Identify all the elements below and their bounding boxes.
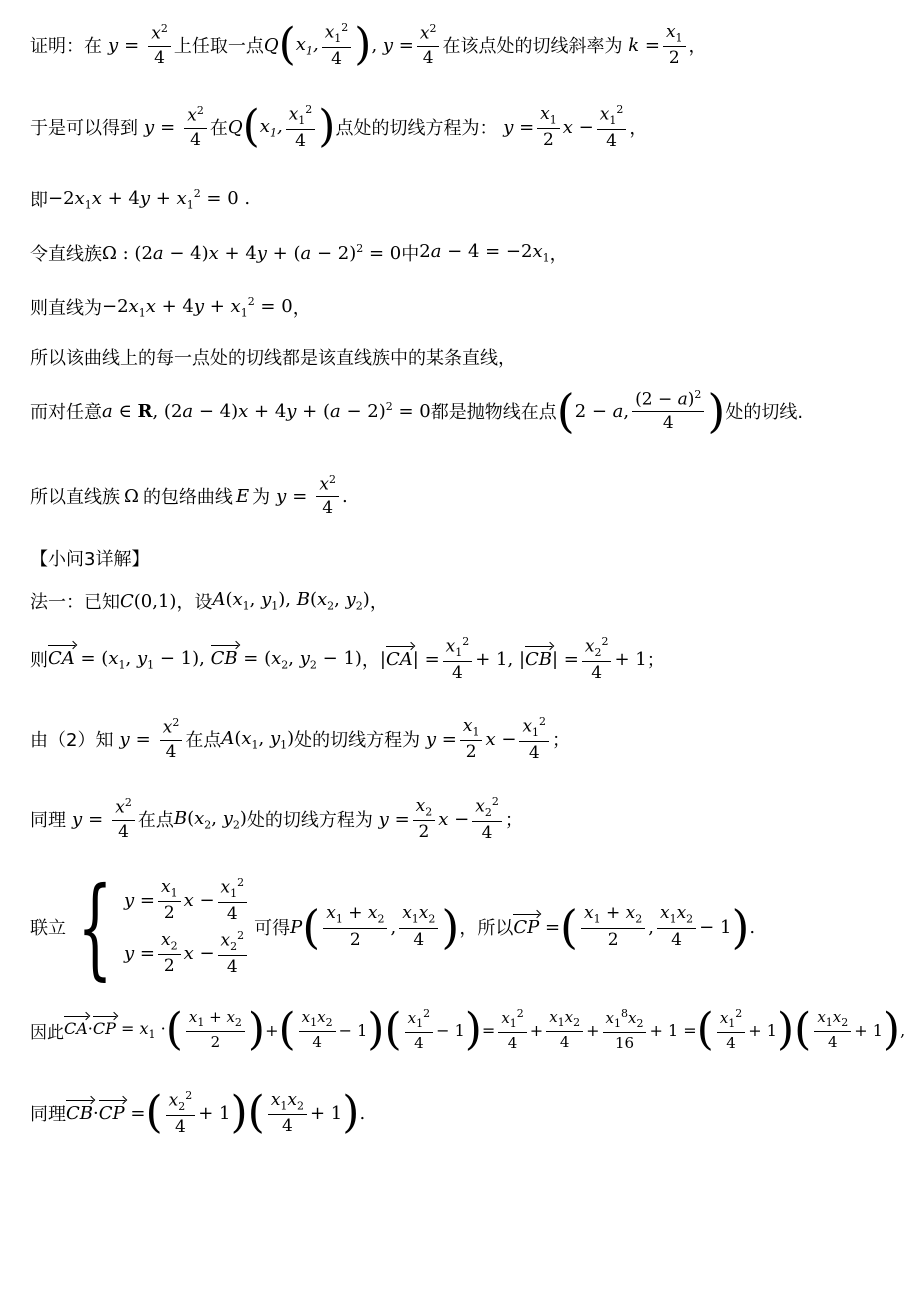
text: ； (552, 730, 571, 752)
paren: ) (247, 1004, 266, 1055)
text: 同理 (30, 1104, 66, 1126)
text: 在 (209, 118, 228, 140)
equation-system: { y = $\frac{x_1}{2}$ x − $\frac{x_1^2}{4}$ y = $\frac{x_2}{2}$ x − $\frac{x_2^2}{4}$ (66, 872, 250, 982)
fraction: $\frac{x_1 + x_2}{2}$ (186, 1009, 245, 1051)
math: k = (628, 34, 660, 56)
fraction: $\frac{x_1}{2}$ (537, 105, 560, 150)
math: $A(x_1$, $y_1$), $B(x_2$, $y_2$) (212, 589, 370, 613)
math: + 1, |CB| = (475, 648, 579, 670)
text: 所以直线族 (30, 487, 120, 509)
math: = (160, 116, 176, 138)
math: CB·CP = (66, 1102, 146, 1124)
brace: { (77, 863, 113, 991)
fraction: $\frac{x_1^2}{4}$ (443, 636, 473, 683)
paren: ) (354, 19, 372, 71)
fraction: $\frac{x_2^2}{4}$ (472, 796, 502, 843)
fraction: $\frac{(2 - a)^2}{4}$ (632, 389, 704, 433)
fraction: $\frac{x_1}{2}$ (663, 23, 686, 68)
line-3 (30, 186, 250, 212)
text: ，所以 (459, 918, 514, 939)
paren: ( (302, 900, 321, 954)
paren: ( (384, 1004, 402, 1055)
line-15 (30, 1004, 905, 1055)
text: ， (688, 36, 707, 58)
fraction: $\frac{x_1^8x_2}{16}$ (603, 1008, 647, 1052)
paren: ( (247, 1087, 265, 1139)
text: 由（2）知 (30, 730, 114, 752)
math: $-2x_1x + 4y + x_1^2 = 0$ (102, 294, 293, 320)
line-4 (30, 240, 568, 266)
text: ，设 (176, 592, 213, 613)
text: 联立 (30, 918, 66, 939)
line-7 (30, 384, 804, 438)
text: 在该点处的切线斜率为 (442, 36, 623, 58)
paren: ) (707, 384, 726, 438)
math: CA = ($x_1$, $y_1 - 1$), CB = ($x_2$, $y_2 - 1$) (48, 647, 362, 672)
math: = (88, 808, 104, 830)
math: = (135, 728, 151, 750)
fraction: $\frac{x_1^2}{4}$ (519, 716, 549, 763)
math: + 1 (614, 648, 647, 670)
fraction: $\frac{x^2}{4}$ (160, 717, 183, 761)
paren: ( (242, 101, 260, 153)
math: − 1 (436, 1020, 465, 1040)
paren: ) (464, 1004, 482, 1055)
line-5 (30, 294, 311, 320)
line-16 (30, 1087, 366, 1139)
fraction: $\frac{x_1 + x_2}{2}$ (323, 904, 387, 949)
math: Ω : $(2a - 4)x + 4y + (a - 2)^2 = 0$ (102, 242, 402, 264)
text: 为 (252, 487, 271, 509)
line-10 (30, 588, 388, 614)
fraction: $\frac{x_1x_2}{4}$ (299, 1009, 336, 1051)
math: y (276, 485, 287, 507)
text: 在点 (185, 730, 222, 752)
math: = (292, 485, 308, 507)
text: 处的切线. (725, 402, 804, 423)
math: CP = (513, 916, 561, 938)
fraction: $\frac{x_1x_2}{4}$ (268, 1091, 307, 1136)
text: 所以该曲线上的每一点处的切线都是该直线族中的某条直线， (30, 348, 516, 369)
text: 可得 (254, 918, 291, 939)
math: y = (378, 808, 410, 830)
paren: ( (560, 900, 578, 954)
paren: ) (441, 900, 460, 954)
section-heading (30, 545, 149, 571)
fraction: $\frac{x^2}{4}$ (112, 797, 135, 841)
text: ， (361, 650, 380, 672)
math: |CA| = (379, 648, 440, 670)
fraction: $\frac{x_1^2}{4}$ (498, 1008, 526, 1052)
line-8 (30, 474, 348, 518)
math: y (72, 808, 83, 830)
fraction: $\frac{x_1x_2}{4}$ (814, 1009, 851, 1051)
fraction: $\frac{x^2}{4}$ (316, 474, 339, 518)
line-12 (30, 716, 570, 763)
line-11 (30, 636, 665, 683)
paren: ) (318, 101, 336, 153)
math: $CA\cdot CP = x_1$ · (64, 1018, 166, 1042)
fraction: $\frac{x^2}{4}$ (417, 23, 440, 67)
fraction: $\frac{x_1 + x_2}{2}$ (581, 904, 645, 949)
math: + 1 = (649, 1020, 697, 1040)
text: 中 (401, 244, 420, 265)
paren: ( (165, 1004, 183, 1055)
fraction: $\frac{x_1}{2}$ (460, 717, 483, 762)
math: + (265, 1020, 279, 1040)
paren: ) (882, 1004, 901, 1055)
text: 因此 (30, 1022, 64, 1043)
math: , y = (371, 34, 414, 56)
math: Ω (124, 485, 139, 507)
math: $A(x_1$, $y_1$) (221, 727, 295, 752)
text: 则 (30, 650, 48, 672)
text: ， (292, 298, 311, 319)
math: $2a - 4 = -2x_1$ (419, 241, 550, 265)
text: ； (504, 810, 523, 832)
text: 法一：已知 (30, 592, 120, 613)
fraction: $\frac{x_1^2}{4}$ (322, 22, 352, 69)
math: 2 − a, (574, 400, 630, 422)
fraction: $\frac{x_1^2}{4}$ (597, 104, 627, 151)
math: x − (485, 728, 517, 750)
text: 的包络曲线 (142, 487, 233, 509)
fraction: $\frac{x_1x_2}{4}$ (546, 1009, 583, 1051)
fraction: $\frac{x_1^2}{4}$ (405, 1008, 433, 1052)
math: x − (438, 808, 470, 830)
text: ， (629, 118, 648, 140)
line-1 (30, 19, 707, 71)
math: + 1 (748, 1020, 777, 1040)
math: + (586, 1020, 600, 1040)
line-6 (30, 344, 516, 370)
text: 令直线族 (30, 244, 102, 265)
fraction: $\frac{x_1^2}{4}$ (717, 1008, 745, 1052)
line-14 (30, 863, 756, 991)
text: 则直线为 (30, 298, 102, 319)
math: P (290, 916, 303, 938)
math: + 1 (198, 1102, 231, 1124)
paren: ( (145, 1087, 163, 1139)
text: 处的切线方程为 (246, 810, 373, 832)
paren: ( (278, 1004, 296, 1055)
paren: ( (696, 1004, 714, 1055)
paren: ) (776, 1004, 795, 1055)
text: 上任取一点 (173, 36, 264, 58)
line-2 (30, 101, 648, 153)
math: + (529, 1020, 544, 1040)
text: 即 (30, 190, 48, 211)
fraction: $\frac{x_2^2}{4}$ (166, 1090, 196, 1137)
math: , (390, 916, 397, 938)
math: x − (562, 116, 594, 138)
text: 而对任意 (30, 402, 102, 423)
paren: ) (367, 1004, 385, 1055)
paren: ( (278, 19, 296, 71)
math: . (341, 485, 348, 507)
math: y (144, 116, 155, 138)
fraction: $\frac{x^2}{4}$ (184, 105, 207, 149)
math: y = (503, 116, 535, 138)
math: $x_1$, (259, 115, 283, 140)
math: $x_1$, (295, 33, 319, 58)
math: $B(x_2$, $y_2$) (173, 807, 247, 832)
math: E (235, 485, 250, 507)
math: Q (227, 116, 243, 138)
math: = (124, 34, 140, 56)
paren: ) (230, 1087, 248, 1139)
paren: ) (342, 1087, 360, 1139)
math: . (359, 1102, 366, 1124)
text: ， (549, 244, 568, 265)
text: ， (369, 592, 388, 613)
math: Q (263, 34, 279, 56)
math: + 1 (310, 1102, 343, 1124)
math: , (648, 916, 654, 938)
paren: ( (794, 1004, 812, 1055)
text: 都是抛物线在点 (430, 402, 557, 423)
math: y (119, 728, 130, 750)
text: 于是可以得到 (30, 118, 138, 140)
text: 处的切线方程为 (294, 730, 421, 752)
line-13 (30, 796, 523, 843)
math: C(0,1) (120, 590, 177, 612)
fraction: $\frac{x_1x_2}{4}$ (657, 904, 696, 949)
fraction: $\frac{x_1^2}{4}$ (286, 104, 316, 151)
text: ； (646, 650, 665, 672)
math: = (481, 1020, 496, 1040)
text: 点处的切线方程为： (335, 118, 498, 140)
math: y = (425, 728, 457, 750)
fraction: $\frac{x_1x_2}{4}$ (399, 904, 438, 949)
paren: ( (556, 384, 575, 438)
math: − 1 (699, 916, 732, 938)
text: 在点 (137, 810, 174, 832)
math: a ∈ R, $(2a - 4)x + 4y + (a - 2)^2 = 0$ (102, 400, 431, 422)
text: 证明：在 (30, 36, 102, 58)
math: + 1 (854, 1020, 883, 1040)
math: $-2x_1x + 4y + x_1^2 = 0$ . (48, 186, 251, 212)
fraction: $\frac{x_2^2}{4}$ (582, 636, 612, 683)
math: . (749, 916, 756, 938)
fraction: $\frac{x_2}{2}$ (413, 797, 436, 842)
math: − 1 (338, 1020, 368, 1040)
math: , (900, 1020, 905, 1040)
paren: ) (731, 900, 750, 954)
text: 同理 (30, 810, 66, 832)
fraction: $\frac{x^2}{4}$ (148, 23, 171, 67)
math: y (108, 34, 119, 56)
text: 【小问3详解】 (30, 549, 150, 570)
